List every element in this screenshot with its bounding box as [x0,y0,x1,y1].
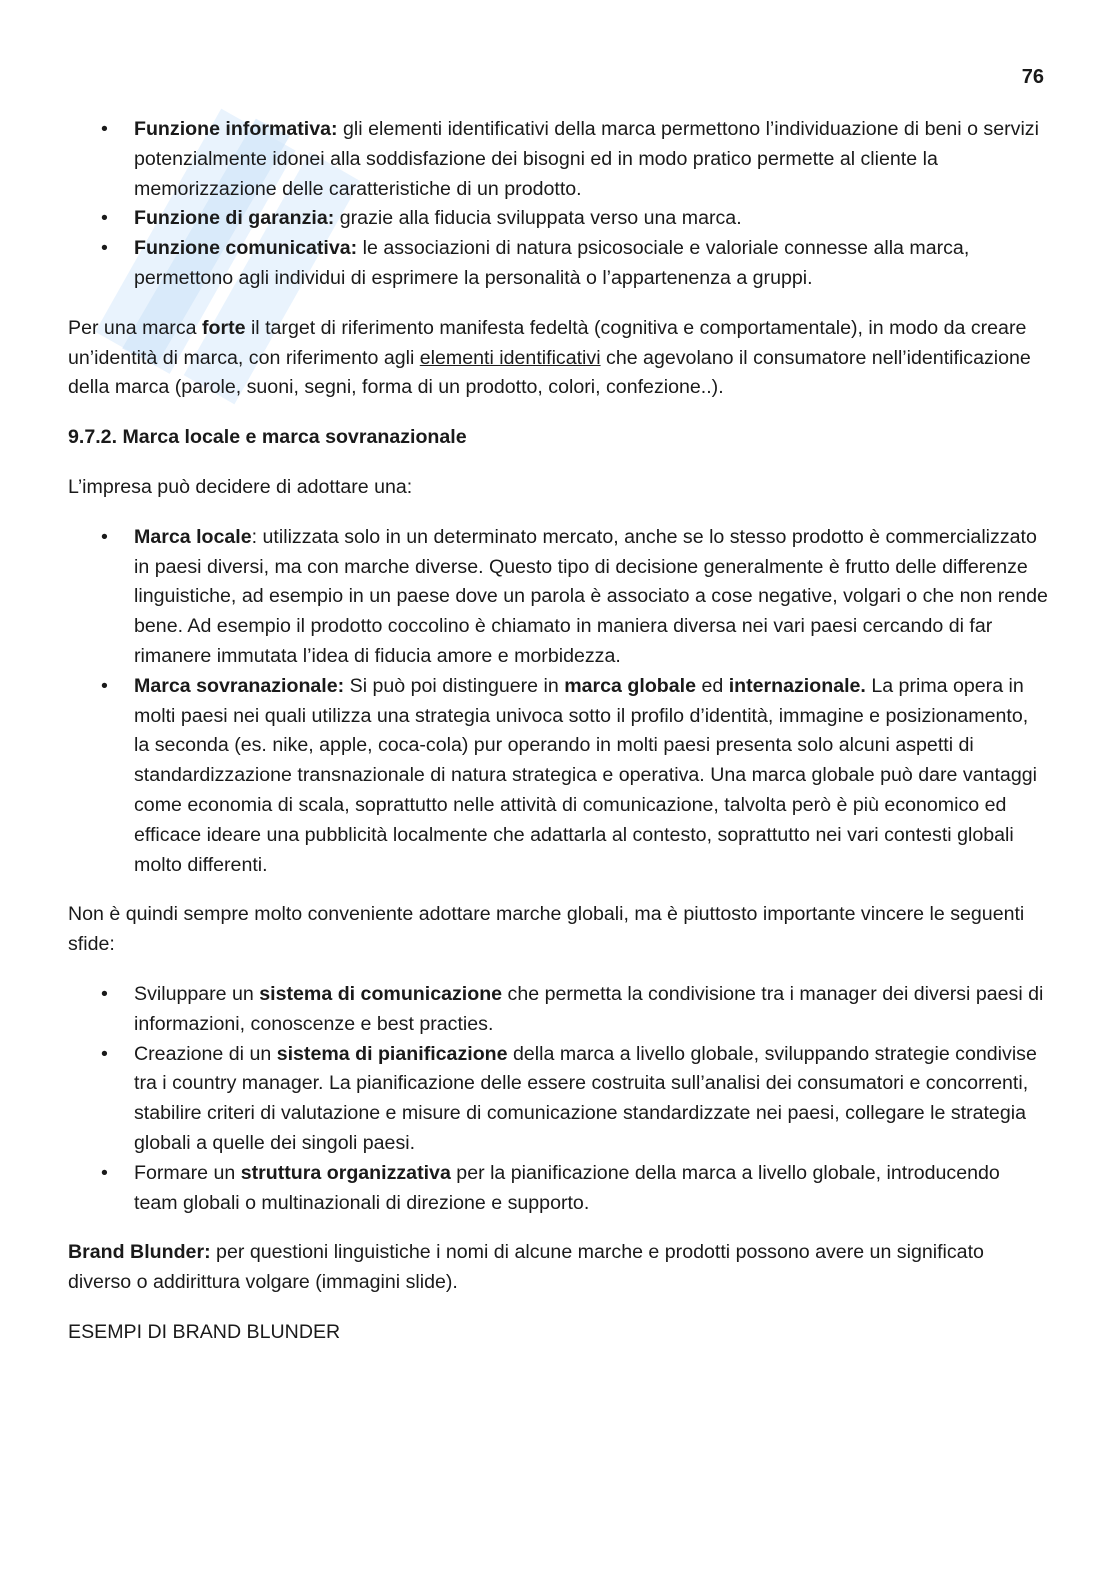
page-number: 76 [1021,66,1044,88]
paragraph-challenges: Non è quindi sempre molto conveniente adottare marche globali, ma è piuttosto importante vincere le seguenti sfide: [68,903,1025,956]
list-item: • Sviluppare un sistema di comunicazione che permetta la condivisione tra i manager dei diversi paesi di informazioni, conoscenze e best practies. [68,980,1048,1040]
list-item: • Funzione comunicativa: le associazioni di natura psicosociale e valoriale connesse alla marca, permettono agli individui di esprimere la personalità o l’appartenenza a gruppi. [68,234,1048,294]
page-content [68,115,1048,1348]
section-heading: 9.7.2. Marca locale e marca sovranazionale [68,426,467,449]
paragraph-strong-brand: Per una marca forte il target di riferimento manifesta fedeltà (cognitiva e comportamentale), in modo da creare un’identità di marca, con riferimento agli elementi identificativi che agevolano il consumatore nell’identificazione della marca (parole, suoni, segni, forma di un prodotto, colori, confezione..). [68,316,1031,399]
list-item: • Funzione di garanzia: grazie alla fiducia sviluppata verso una marca. [68,204,1048,234]
paragraph-intro: L’impresa può decidere di adottare una: [68,475,413,498]
list-item: • Funzione informativa: gli elementi identificativi della marca permettono l’individuazione di beni o servizi potenzialmente idonei alla soddisfazione dei bisogni ed in modo pratico permette al cliente la memorizzazione delle caratteristiche di un prodotto. [68,115,1048,204]
brand-functions-list [68,115,1048,294]
challenges-list [68,980,1048,1218]
list-item: • Marca sovranazionale: Si può poi distinguere in marca globale ed internazionale. La prima opera in molti paesi nei quali utilizza una strategia univoca sotto il profilo d’identità, immagine e posizionamento, la seconda (es. nike, apple, coca-cola) pur operando in molti paesi presenta solo alcuni aspetti di standardizzazione transnazionale di natura strategica e operativa. Una marca globale può dare vantaggi come economia di scala, soprattutto nelle attività di comunicazione, talvolta però è più economico ed efficace ideare una pubblicità localmente che adattarla al contesto, soprattutto nei vari contesti globali molto differenti. [68,672,1048,881]
list-item: • Creazione di un sistema di pianificazione della marca a livello globale, sviluppando strategie condivise tra i country manager. La pianificazione delle essere costruita sull’analisi dei consumatori e concorrenti, stabilire criteri di valutazione e misure di comunicazione standardizzate nei paesi, collegare le strategia globali a quelle dei singoli paesi. [68,1040,1048,1159]
list-item: • Marca locale: utilizzata solo in un determinato mercato, anche se lo stesso prodotto è commercializzato in paesi diversi, ma con marche diverse. Questo tipo di decisione generalmente è frutto delle differenze linguistiche, ad esempio in un paese dove un parola è associato a cose negative, volgari o che non rende bene. Ad esempio il prodotto coccolino è chiamato in maniera diversa nei vari paesi cercando di far rimanere immutata l’idea di fiducia amore e morbidezza. [68,523,1048,672]
list-item: • Formare un struttura organizzativa per la pianificazione della marca a livello globale, introducendo team globali o multinazionali di direzione e supporto. [68,1159,1048,1219]
examples-label: ESEMPI DI BRAND BLUNDER [68,1320,341,1343]
paragraph-brand-blunder: Brand Blunder: per questioni linguistiche i nomi di alcune marche e prodotti possono avere un significato diverso o addirittura volgare (immagini slide). [68,1241,984,1294]
brand-types-list [68,523,1048,881]
